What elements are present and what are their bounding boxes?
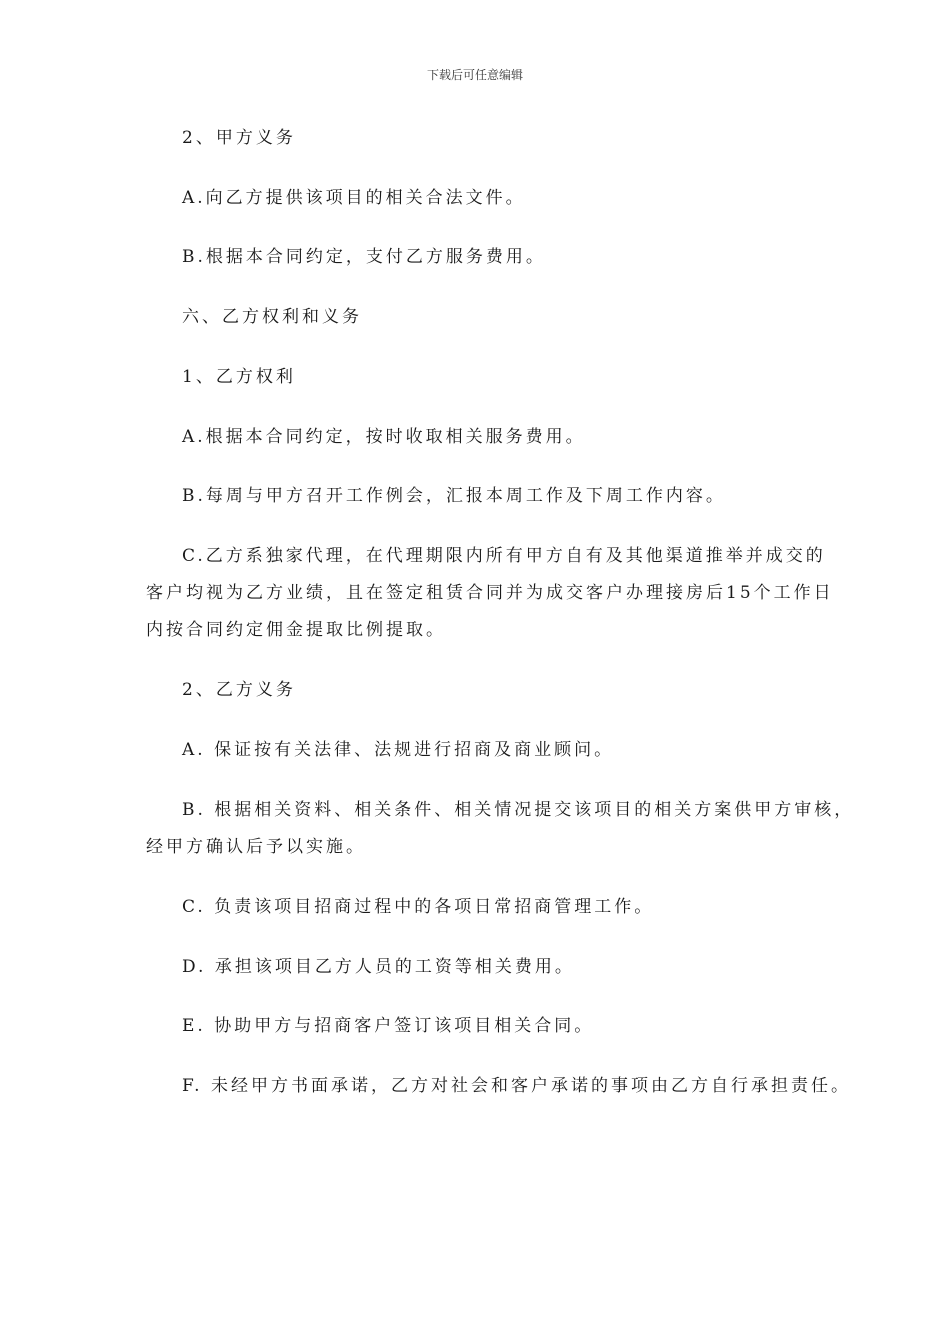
- paragraph: A. 保证按有关法律、法规进行招商及商业顾问。: [182, 740, 615, 760]
- paragraph: D. 承担该项目乙方人员的工资等相关费用。: [182, 957, 575, 977]
- paragraph: F. 未经甲方书面承诺，乙方对社会和客户承诺的事项由乙方自行承担责任。: [182, 1076, 851, 1096]
- paragraph-continuation: 客户均视为乙方业绩，且在签定租赁合同并为成交客户办理接房后15个工作日: [146, 583, 834, 603]
- section-heading: 2、甲方义务: [182, 128, 296, 148]
- paragraph: A.根据本合同约定，按时收取相关服务费用。: [182, 427, 586, 447]
- section-heading: 2、乙方义务: [182, 680, 296, 700]
- paragraph-continuation: 内按合同约定佣金提取比例提取。: [146, 620, 446, 640]
- section-heading: 六、乙方权利和义务: [182, 307, 362, 327]
- paragraph: C. 负责该项目招商过程中的各项日常招商管理工作。: [182, 897, 655, 917]
- paragraph: E. 协助甲方与招商客户签订该项目相关合同。: [182, 1016, 595, 1036]
- section-heading: 1、乙方权利: [182, 367, 296, 387]
- paragraph: B.每周与甲方召开工作例会，汇报本周工作及下周工作内容。: [182, 486, 726, 506]
- paragraph: C.乙方系独家代理，在代理期限内所有甲方自有及其他渠道推举并成交的: [182, 546, 826, 566]
- paragraph: A.向乙方提供该项目的相关合法文件。: [182, 188, 526, 208]
- paragraph: B. 根据相关资料、相关条件、相关情况提交该项目的相关方案供甲方审核，: [182, 800, 855, 820]
- paragraph: B.根据本合同约定，支付乙方服务费用。: [182, 247, 546, 267]
- page-header: 下载后可任意编辑: [426, 68, 523, 82]
- paragraph-continuation: 经甲方确认后予以实施。: [146, 837, 366, 857]
